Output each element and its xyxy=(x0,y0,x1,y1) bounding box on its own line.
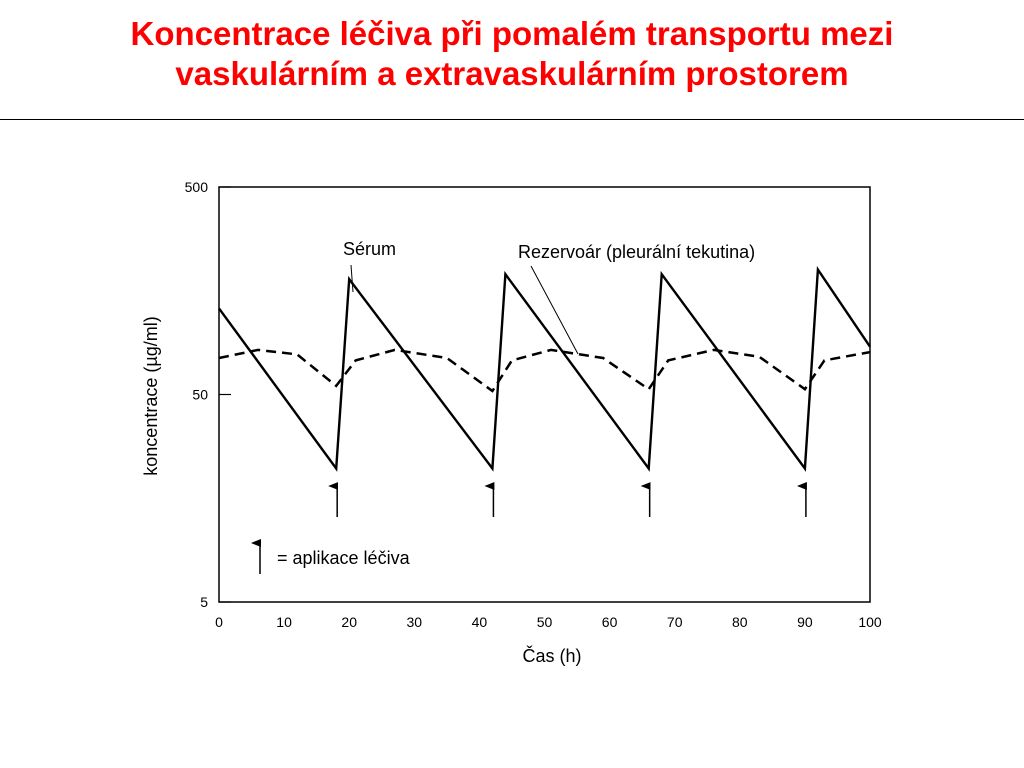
legend-text: = aplikace léčiva xyxy=(277,548,410,568)
x-tick-label: 40 xyxy=(471,614,488,630)
serum-leader-line xyxy=(351,265,353,292)
x-tick-label: 50 xyxy=(536,614,553,630)
y-tick-label: 500 xyxy=(184,179,208,195)
slide-title-line-2: vaskulárním a extravaskulárním prostorem xyxy=(175,55,849,92)
x-tick-label: 0 xyxy=(215,614,223,630)
slide-title-line-1: Koncentrace léčiva při pomalém transportu mezi xyxy=(130,15,894,52)
reservoir-line xyxy=(219,350,870,391)
x-tick-label: 100 xyxy=(858,614,882,630)
x-tick-label: 60 xyxy=(601,614,618,630)
x-tick-label: 90 xyxy=(797,614,813,630)
x-tick-label: 70 xyxy=(666,614,683,630)
dose-arrows xyxy=(337,486,806,517)
x-tick-label: 10 xyxy=(276,614,292,630)
y-tick-label: 5 xyxy=(200,594,208,610)
x-axis-label: Čas (h) xyxy=(522,646,582,666)
x-tick-label: 30 xyxy=(406,614,423,630)
serum-annotation: Sérum xyxy=(343,239,397,259)
x-tick-label: 80 xyxy=(732,614,748,630)
x-tick-label: 20 xyxy=(341,614,357,630)
reservoir-annotation: Rezervoár (pleurální tekutina) xyxy=(518,242,756,262)
y-tick-label: 50 xyxy=(192,386,208,403)
y-axis-label: koncentrace (µg/ml) xyxy=(141,316,161,476)
series-lines xyxy=(219,270,870,469)
